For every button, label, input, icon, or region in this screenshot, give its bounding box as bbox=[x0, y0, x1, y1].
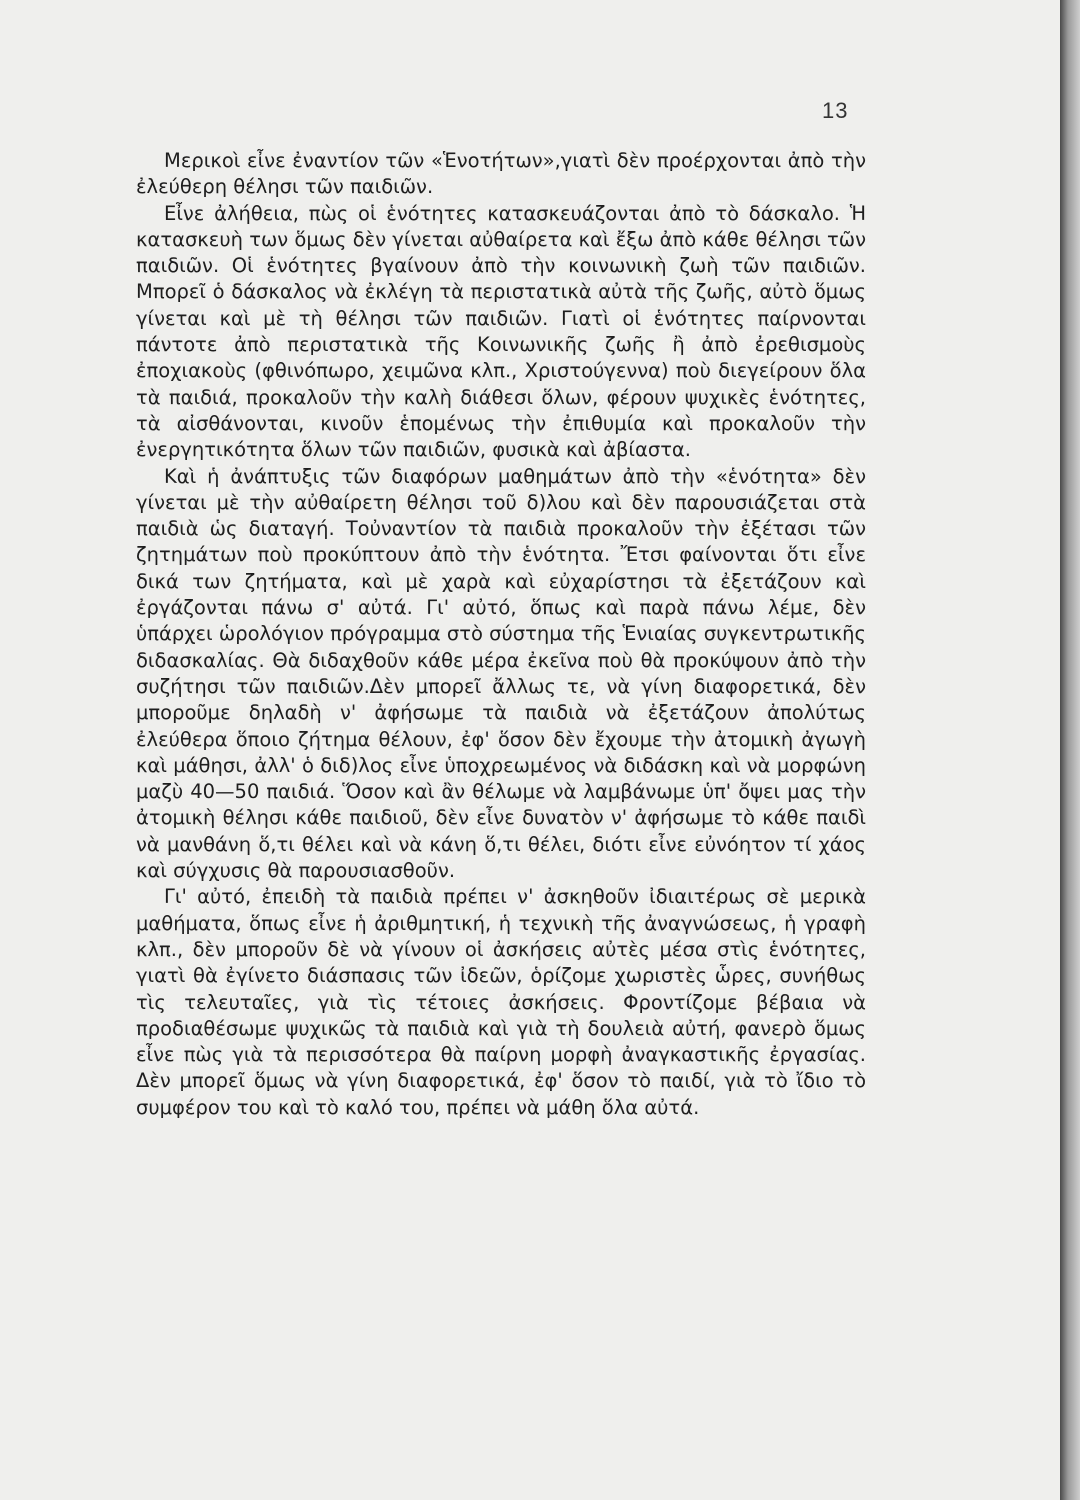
paragraph-3: Καὶ ἡ ἀνάπτυξις τῶν διαφόρων μαθημάτων ἀπὸ τὴν «ἑνότητα» δὲν γίνεται μὲ τὴν αὐθαίρετη θέλησι τοῦ δ)λου καὶ δὲν παρουσιάζεται στὰ παιδιὰ ὡς διαταγή. Τοὐναντίον τὰ παιδιὰ προκαλοῦν τὴν ἐξέτασι τῶν ζητημάτων ποὺ προκύπτουν ἀπὸ τὴν ἑνότητα. Ἔτσι φαίνονται ὅτι εἶνε δικά των ζητήματα, καὶ μὲ χαρὰ καὶ εὐχαρίστησι τὰ ἐξετάζουν καὶ ἐργάζονται πάνω σ' αὐτά. Γι' αὐτό, ὅπως καὶ παρὰ πάνω λέμε, δὲν ὑπάρχει ὡρολόγιον πρόγραμμα στὸ σύστημα τῆς Ἑνιαίας συγκεντρωτικῆς διδασκαλίας. Θὰ διδαχθοῦν κάθε μέρα ἐκεῖνα ποὺ θὰ προκύψουν ἀπὸ τὴν συζήτησι τῶν παιδιῶν.Δὲν μπορεῖ ἄλλως τε, νὰ γίνη διαφορετικά, δὲν μποροῦμε δηλαδὴ ν' ἀφήσωμε τὰ παιδιὰ νὰ ἐξετάζουν ἀπολύτως ἐλεύθερα ὅποιο ζήτημα θέλουν, ἐφ' ὅσον δὲν ἔχουμε τὴν ἀτομικὴ ἀγωγὴ καὶ μάθησι, ἀλλ' ὁ διδ)λος εἶνε ὑποχρεωμένος νὰ διδάσκη καὶ νὰ μορφώνη μαζὺ 40—50 παιδιά. Ὅσον καὶ ἂν θέλωμε νὰ λαμβάνωμε ὑπ' ὄψει μας τὴν ἀτομικὴ θέλησι κάθε παιδιοῦ, δὲν εἶνε δυνατὸν ν' ἀφήσωμε τὸ κάθε παιδὶ νὰ μανθάνη ὅ,τι θέλει καὶ νὰ κάνη ὅ,τι θέλει, διότι εἶνε εὐνόητον τί χάος καὶ σύγχυσις θὰ παρουσιασθοῦν. bbox=[136, 464, 866, 883]
paragraph-2: Εἶνε ἀλήθεια, πὼς οἱ ἑνότητες κατασκευάζονται ἀπὸ τὸ δάσκαλο. Ἡ κατασκευὴ των ὅμως δὲν γίνεται αὐθαίρετα καὶ ἔξω ἀπὸ κάθε θέλησι τῶν παιδιῶν. Οἱ ἑνότητες βγαίνουν ἀπὸ τὴν κοινωνικὴ ζωὴ τῶν παιδιῶν. Μπορεῖ ὁ δάσκαλος νὰ ἐκλέγη τὰ περιστατικὰ αὐτὰ τῆς ζωῆς, αὐτὸ ὅμως γίνεται καὶ μὲ τὴ θέλησι τῶν παιδιῶν. Γιατὶ οἱ ἑνότητες παίρνονται πάντοτε ἀπὸ περιστατικὰ τῆς Κοινωνικῆς ζωῆς ἢ ἀπὸ ἐρεθισμοὺς ἐποχιακοὺς (φθινόπωρο, χειμῶνα κλπ., Χριστούγεννα) ποὺ διεγείρουν ὅλα τὰ παιδιά, προκαλοῦν τὴν καλὴ διάθεσι ὅλων, φέρουν ψυχικὲς ἑνότητες, τὰ αἰσθάνονται, κινοῦν ἑπομένως τὴν ἐπιθυμία καὶ προκαλοῦν τὴν ἐνεργητικότητα ὅλων τῶν παιδιῶν, φυσικὰ καὶ ἀβίαστα. bbox=[136, 201, 866, 462]
page-number: 13 bbox=[822, 98, 849, 123]
paragraph-1: Μερικοὶ εἶνε ἐναντίον τῶν «Ἑνοτήτων»,γιατὶ δὲν προέρχονται ἀπὸ τὴν ἐλεύθερη θέλησι τῶν παιδιῶν. bbox=[136, 149, 866, 199]
paragraph-4: Γι' αὐτό, ἐπειδὴ τὰ παιδιὰ πρέπει ν' ἀσκηθοῦν ἰδιαιτέρως σὲ μερικὰ μαθήματα, ὅπως εἶνε ἡ ἀριθμητική, ἡ τεχνικὴ τῆς ἀναγνώσεως, ἡ γραφὴ κλπ., δὲν μποροῦν δὲ νὰ γίνουν οἱ ἀσκήσεις αὐτὲς μέσα στὶς ἑνότητες, γιατὶ θὰ ἐγίνετο διάσπασις τῶν ἰδεῶν, ὁρίζομε χωριστὲς ὧρες, συνήθως τὶς τελευταῖες, γιὰ τὶς τέτοιες ἀσκήσεις. Φροντίζομε βέβαια νὰ προδιαθέσωμε ψυχικῶς τὰ παιδιὰ καὶ γιὰ τὴ δουλειὰ αὐτή, φανερὸ ὅμως εἶνε πὼς γιὰ τὰ περισσότερα θὰ παίρνη μορφὴ ἀναγκαστικῆς ἐργασίας. Δὲν μπορεῖ ὅμως νὰ γίνη διαφορετικά, ἐφ' ὅσον τὸ παιδί, γιὰ τὸ ἴδιο τὸ συμφέρον του καὶ τὸ καλό του, πρέπει νὰ μάθη ὅλα αὐτά. bbox=[136, 885, 866, 1119]
body-text bbox=[136, 148, 866, 1121]
page-edge-shadow bbox=[1060, 0, 1080, 1500]
